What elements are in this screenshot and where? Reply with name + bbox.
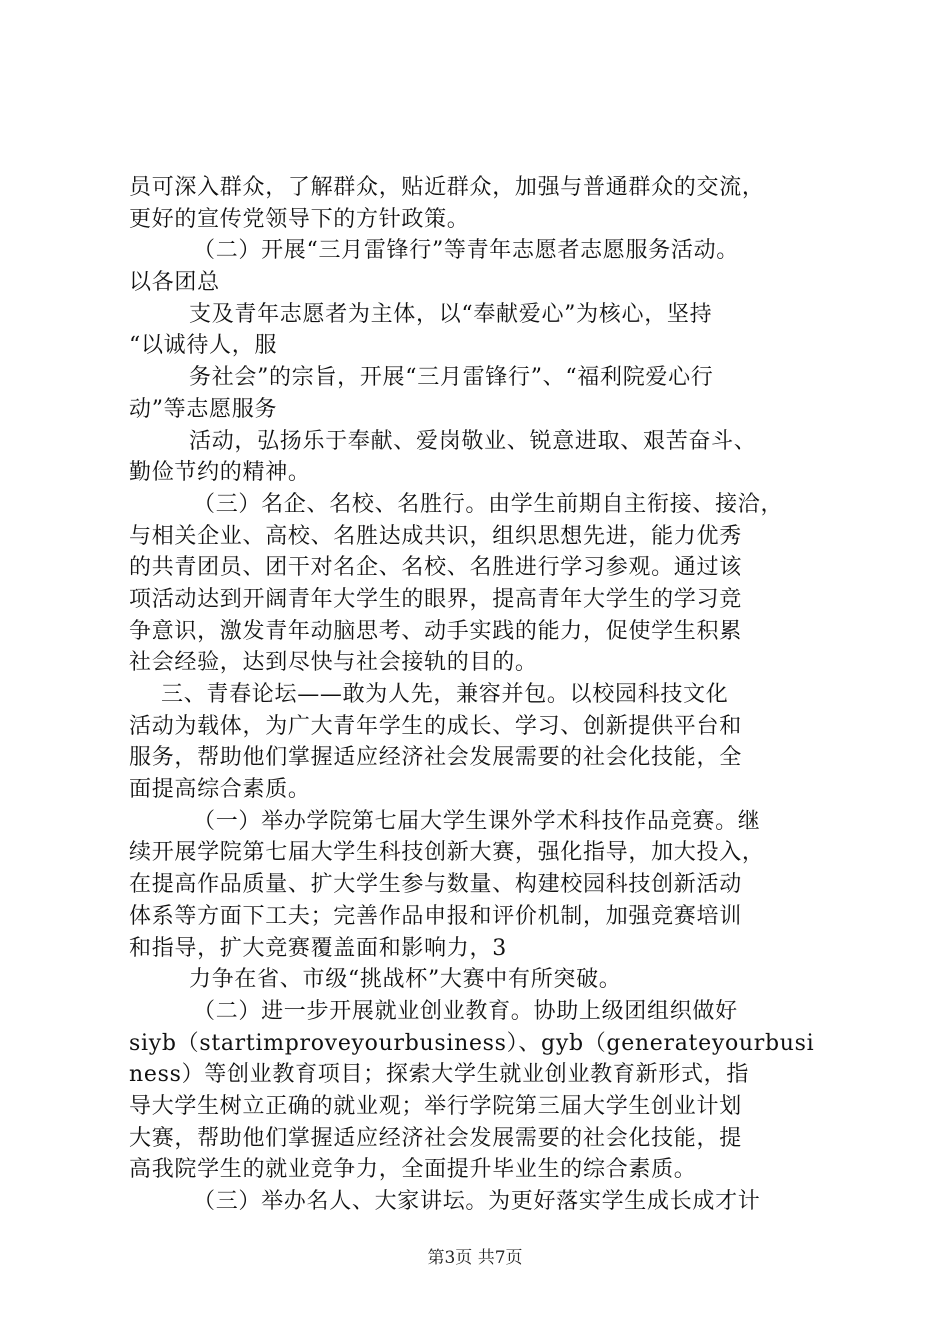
section-heading-line: （二）开展“三月雷锋行”等青年志愿者志愿服务活动。 (193, 238, 739, 264)
text-line: 活动为载体，为广大青年学生的成长、学习、创新提供平台和 (129, 713, 742, 739)
text-line: 务社会”的宗旨，开展“三月雷锋行”、“福利院爱心行 (189, 365, 714, 391)
text-line: 导大学生树立正确的就业观；举行学院第三届大学生创业计划 (129, 1093, 742, 1119)
section-heading-line: （三）名企、名校、名胜行。由学生前期自主衔接、接洽， (193, 491, 784, 517)
text-line: 支及青年志愿者为主体，以“奉献爱心”为核心，坚持 (189, 301, 713, 327)
text-line: siyb（startimproveyourbusiness）、gyb（generateyourbusi (129, 1030, 815, 1056)
text-line: 勤俭节约的精神。 (129, 460, 311, 486)
text-line: 项活动达到开阔青年大学生的眼界，提高青年大学生的学习竞 (129, 586, 742, 612)
text-line: 力争在省、市级“挑战杯”大赛中有所突破。 (189, 967, 622, 993)
text-line: 高我院学生的就业竞争力，全面提升毕业生的综合素质。 (129, 1157, 697, 1183)
text-line: 社会经验，达到尽快与社会接轨的目的。 (129, 650, 538, 676)
text-line: ness）等创业教育项目；探索大学生就业创业教育新形式，指 (129, 1062, 750, 1088)
text-line: 以各团总 (129, 270, 220, 296)
text-line: 动”等志愿服务 (129, 396, 278, 422)
section-heading-line: （三）举办名人、大家讲坛。为更好落实学生成长成才计 (193, 1189, 761, 1214)
text-line: 体系等方面下工夫；完善作品申报和评价机制，加强竞赛培训 (129, 903, 742, 929)
text-line: 的共青团员、团干对名企、名校、名胜进行学习参观。通过该 (129, 555, 742, 581)
document-body (129, 172, 829, 1218)
text-line: 更好的宣传党领导下的方针政策。 (129, 206, 470, 232)
text-line: 活动，弘扬乐于奉献、爱岗敬业、锐意进取、艰苦奋斗、 (189, 428, 757, 454)
section-heading-line: （二）进一步开展就业创业教育。协助上级团组织做好 (193, 998, 738, 1024)
text-line: 续开展学院第七届大学生科技创新大赛，强化指导，加大投入， (129, 840, 765, 866)
section-heading-line: 三、青春论坛——敢为人先，兼容并包。以校园科技文化 (161, 682, 729, 707)
text-line: 大赛，帮助他们掌握适应经济社会发展需要的社会化技能，提 (129, 1125, 742, 1151)
text-line: 与相关企业、高校、名胜达成共识，组织思想先进，能力优秀 (129, 523, 742, 549)
section-heading-line: （一）举办学院第七届大学生课外学术科技作品竞赛。继 (193, 808, 761, 834)
text-line: 面提高综合素质。 (129, 777, 311, 803)
text-line: 员可深入群众，了解群众，贴近群众，加强与普通群众的交流， (129, 175, 765, 200)
text-line: 和指导，扩大竞赛覆盖面和影响力，3 (129, 935, 507, 961)
text-line: 争意识，激发青年动脑思考、动手实践的能力，促使学生积累 (129, 618, 742, 644)
text-line: 在提高作品质量、扩大学生参与数量、构建校园科技创新活动 (129, 872, 742, 898)
page-number-footer: 第3页 共7页 (427, 1248, 523, 1268)
text-line: 服务，帮助他们掌握适应经济社会发展需要的社会化技能，全 (129, 745, 742, 771)
text-line: “以诚待人，服 (129, 333, 278, 359)
